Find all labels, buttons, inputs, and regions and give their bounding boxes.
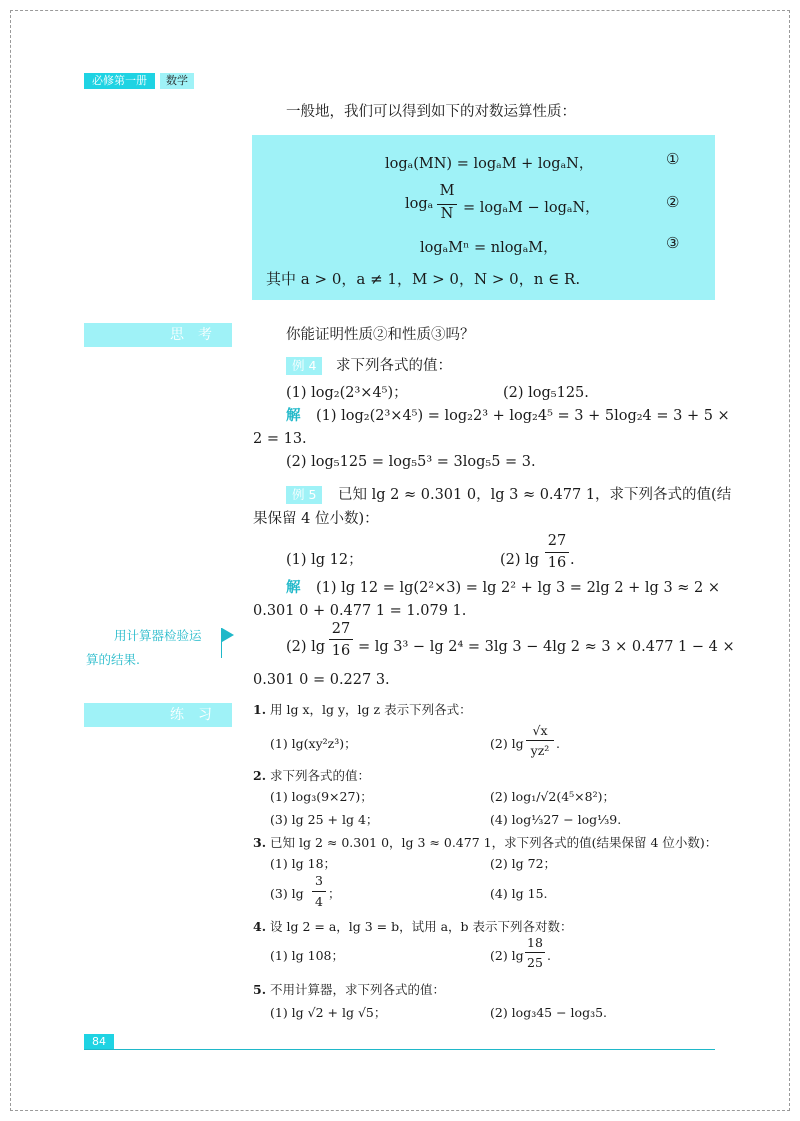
example-4-solution-label: 解 [286,407,301,424]
properties-box [252,135,715,300]
example-4-tag: 例 4 [286,357,322,375]
book-tag: 必修第一册 [84,73,155,89]
example-5-solution-2b: 0.301 0 = 0.227 3. [253,672,390,688]
exercise-4-b-end: . [547,948,551,963]
property-2-log: logₐ [405,196,434,212]
exercise-1-number: 1. [253,702,267,717]
example-4-solution-2: (2) log₅125 = log₅5³ = 3log₅5 = 3. [286,454,536,470]
example-5-q2 [500,531,590,575]
think-question: 你能证明性质②和性质③吗？ [286,327,475,343]
exercise-4-b-den: 25 [527,955,543,970]
exercise-3-c-end: ； [328,886,341,901]
fraction-bar [312,891,326,892]
property-2-rhs: = logₐM − logₐN， [463,200,600,216]
exercise-4-number: 4. [253,919,267,934]
fraction-bar [525,952,545,953]
exercise-3-b: (2) lg 72； [490,856,557,871]
example-5-solution-1b: 0.301 0 + 0.477 1 = 1.079 1. [253,603,467,619]
flag-icon [222,628,234,642]
exercise-4-b-num: 18 [527,935,543,950]
example-4-q1: (1) log₂(2³×4⁵)； [286,385,408,401]
exercise-4-a: (1) lg 108； [270,948,345,963]
property-3-number: ③ [666,234,680,252]
exercise-4-text: 设 lg 2 = a，lg 3 = b，试用 a，b 表示下列各对数： [270,919,573,934]
margin-note-line-2: 算的结果. [86,652,140,667]
page-number: 84 [84,1034,114,1050]
example-5-q2-num: 27 [547,533,567,549]
fraction-bar [437,204,457,205]
subject-tag: 数学 [160,73,194,89]
example-5-sol2-rhs: = lg 3³ − lg 2⁴ = 3lg 3 − 4lg 2 ≈ 3 × 0.477 1 − 4 × [358,639,735,655]
conditions: 其中 a > 0，a ≠ 1，M > 0，N > 0，n ∈ R. [266,270,581,288]
exercise-1-b-lg: (2) lg [490,736,524,751]
exercise-3-c [270,874,360,914]
exercise-2-number: 2. [253,768,267,783]
example-5-prompt-b: 果保留 4 位小数)： [253,511,379,527]
exercise-3-a: (1) lg 18； [270,856,337,871]
property-1: logₐ(MN) = logₐM + logₐN， [385,156,594,172]
example-5-sol2-num: 27 [331,621,351,637]
example-5-tag: 例 5 [286,486,322,504]
exercise-1-b-num: √x [532,723,548,738]
exercise-2-d: (4) log⅓27 − log⅓9. [490,812,622,827]
property-2-number: ② [666,193,680,211]
exercise-3-d: (4) lg 15. [490,886,548,901]
example-4-q2: (2) log₅125. [503,385,589,401]
example-4-solution-1a: (1) log₂(2³×4⁵) = log₂2³ + log₂4⁵ = 3 + 5log₂4 = 3 + 5 × [316,408,730,424]
example-5-sol2-lg: (2) lg [286,639,326,655]
property-2-numerator: M [439,183,455,199]
example-4-prompt: 求下列各式的值： [336,358,452,374]
example-4-solution-1b: 2 = 13. [253,431,307,447]
margin-note-line-1: 用计算器检验运 [114,628,202,643]
exercise-1-b-end: . [556,736,560,751]
exercise-2-b: (2) log₁/√2(4⁵×8²)； [490,789,616,804]
exercise-5-b: (2) log₃45 − log₃5. [490,1005,608,1020]
exercise-4-b-lg: (2) lg [490,948,524,963]
exercise-5-number: 5. [253,982,267,997]
example-5-q2-lg: (2) lg [500,552,540,568]
exercise-2-a: (1) log₃(9×27)； [270,789,373,804]
example-5-prompt-a: 已知 lg 2 ≈ 0.301 0，lg 3 ≈ 0.477 1，求下列各式的值(结 [338,487,732,503]
exercise-3-c-num: 3 [315,873,323,888]
example-5-sol2-den: 16 [331,643,351,659]
example-5-solution-1a: (1) lg 12 = lg(2²×3) = lg 2² + lg 3 = 2lg 2 + lg 3 ≈ 2 × [316,580,721,596]
exercise-3-number: 3. [253,835,267,850]
exercise-2-c: (3) lg 25 + lg 4； [270,812,379,827]
exercise-1-b [490,722,580,762]
fraction-bar [329,639,353,640]
exercise-4-b [490,934,580,974]
property-1-number: ① [666,150,680,168]
think-label: 思考 [84,323,232,347]
exercise-5-text: 不用计算器，求下列各式的值： [270,982,446,997]
example-5-solution-label: 解 [286,579,301,596]
exercise-3-c-lg: (3) lg [270,886,304,901]
fraction-bar [526,740,554,741]
property-3: logₐMⁿ = nlogₐM， [420,240,558,256]
exercise-2-text: 求下列各式的值： [270,768,371,783]
example-5-q1: (1) lg 12； [286,552,363,568]
exercise-3-c-den: 4 [315,894,323,909]
exercise-label: 练习 [84,703,232,727]
exercise-5-a: (1) lg √2 + lg √5； [270,1005,387,1020]
exercise-1-b-den: yz² [530,743,550,758]
example-5-q2-end: . [570,552,575,568]
exercise-3-text: 已知 lg 2 ≈ 0.301 0，lg 3 ≈ 0.477 1，求下列各式的值(结果保留 4 位小数)： [270,835,718,850]
exercise-1-text: 用 lg x，lg y，lg z 表示下列各式： [270,702,472,717]
property-2-denominator: N [440,206,454,222]
exercise-1-a: (1) lg(xy²z³)； [270,736,357,751]
example-5-solution-2 [286,621,735,669]
footer-rule [84,1049,715,1050]
example-5-q2-den: 16 [547,555,567,571]
intro-text: 一般地，我们可以得到如下的对数运算性质： [286,104,576,120]
